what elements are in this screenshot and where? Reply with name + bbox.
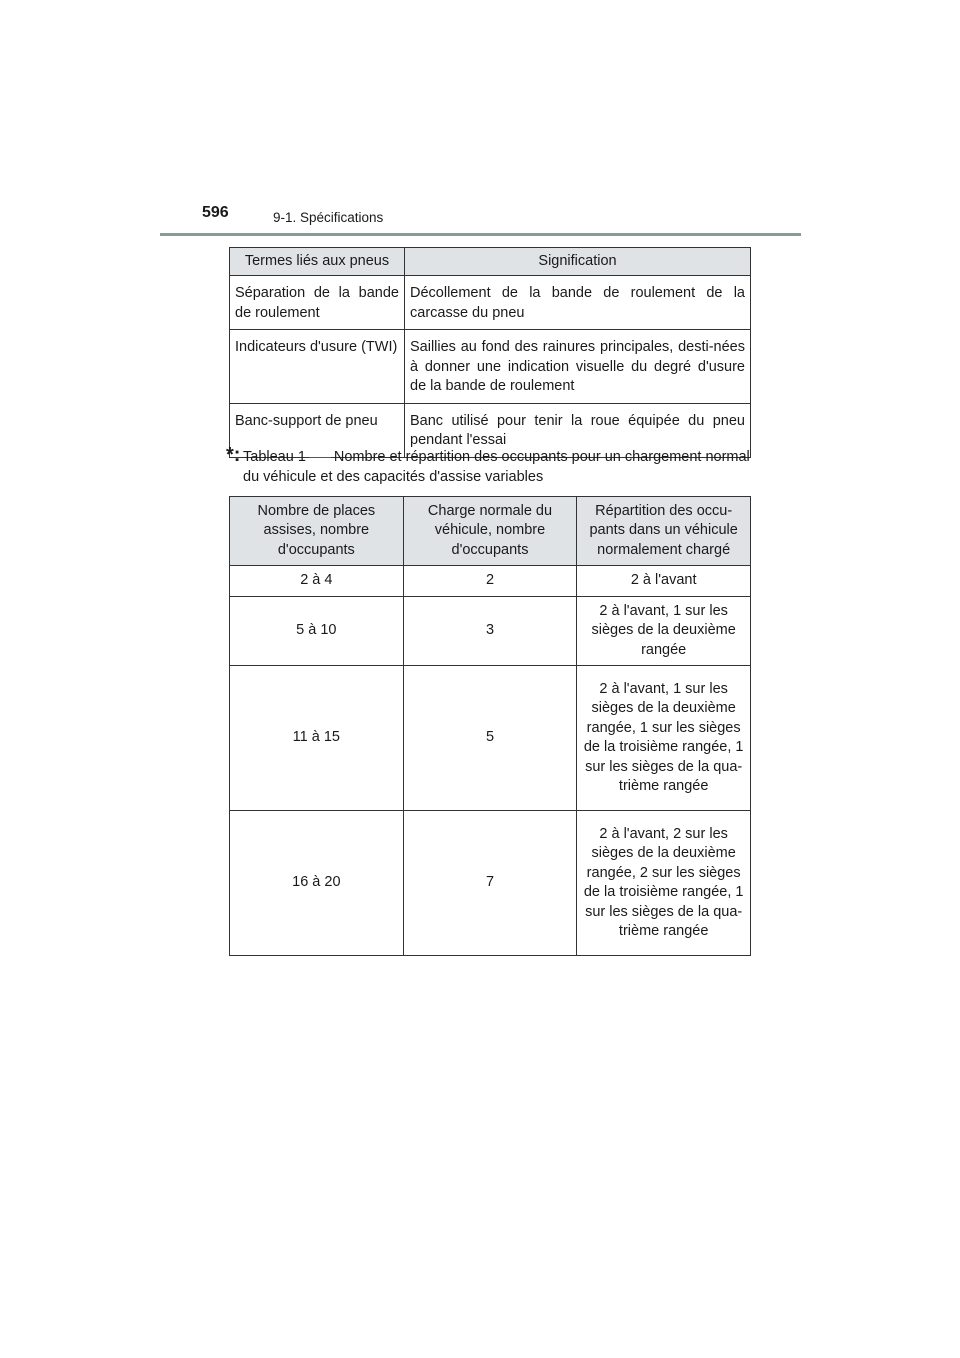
table-row <box>230 566 751 597</box>
footnote-prefix: Tableau 1 <box>243 449 306 465</box>
distribution-cell: 2 à l'avant <box>577 566 751 597</box>
table-header-row <box>230 497 751 566</box>
column-header-meaning: Signification <box>405 248 751 276</box>
load-cell: 3 <box>403 596 577 666</box>
seats-cell: 16 à 20 <box>230 811 404 956</box>
table-row <box>230 811 751 956</box>
column-header-distribution: Répartition des occu-pants dans un véhicule normalement chargé <box>577 497 751 566</box>
column-header-load: Charge normale du véhicule, nombre d'occupants <box>403 497 577 566</box>
distribution-cell: 2 à l'avant, 1 sur les sièges de la deuxième rangée, 1 sur les sièges de la troisième rangée, 1 sur les sièges de la qua-trième rangée <box>577 666 751 811</box>
distribution-cell: 2 à l'avant, 2 sur les sièges de la deuxième rangée, 2 sur les sièges de la troisième rangée, 1 sur les sièges de la qua-trième rangée <box>577 811 751 956</box>
page-number: 596 <box>202 204 229 221</box>
load-cell: 5 <box>403 666 577 811</box>
column-header-terms: Termes liés aux pneus <box>230 248 405 276</box>
section-title: 9-1. Spécifications <box>273 210 384 225</box>
term-cell: Indicateurs d'usure (TWI) <box>230 330 405 404</box>
seats-cell: 11 à 15 <box>230 666 404 811</box>
table-row <box>230 666 751 811</box>
header-divider <box>160 233 801 236</box>
term-cell: Séparation de la bande de roulement <box>230 276 405 330</box>
occupancy-table <box>229 496 751 956</box>
table-row <box>230 330 751 404</box>
distribution-cell: 2 à l'avant, 1 sur les sièges de la deuxième rangée <box>577 596 751 666</box>
footnote <box>226 444 751 487</box>
meaning-cell: Décollement de la bande de roulement de la carcasse du pneu <box>405 276 751 330</box>
term-cell: Banc-support de pneu <box>230 403 405 457</box>
seats-cell: 5 à 10 <box>230 596 404 666</box>
table-row <box>230 596 751 666</box>
footnote-text-block <box>243 448 751 487</box>
footnote-text: Nombre et répartition des occupants pour un chargement normal du véhicule et des capacités d'assise variables <box>243 449 750 485</box>
meaning-cell: Banc utilisé pour tenir la roue équipée du pneu pendant l'essai <box>405 403 751 457</box>
column-header-seats: Nombre de places assises, nombre d'occupants <box>230 497 404 566</box>
tire-terms-table <box>229 247 751 458</box>
load-cell: 7 <box>403 811 577 956</box>
dash-separator <box>309 457 331 458</box>
footnote-marker: *: <box>226 444 241 466</box>
seats-cell: 2 à 4 <box>230 566 404 597</box>
load-cell: 2 <box>403 566 577 597</box>
table-header-row <box>230 248 751 276</box>
table-row <box>230 276 751 330</box>
meaning-cell: Saillies au fond des rainures principales, desti-nées à donner une indication visuelle du degré d'usure de la bande de roulement <box>405 330 751 404</box>
